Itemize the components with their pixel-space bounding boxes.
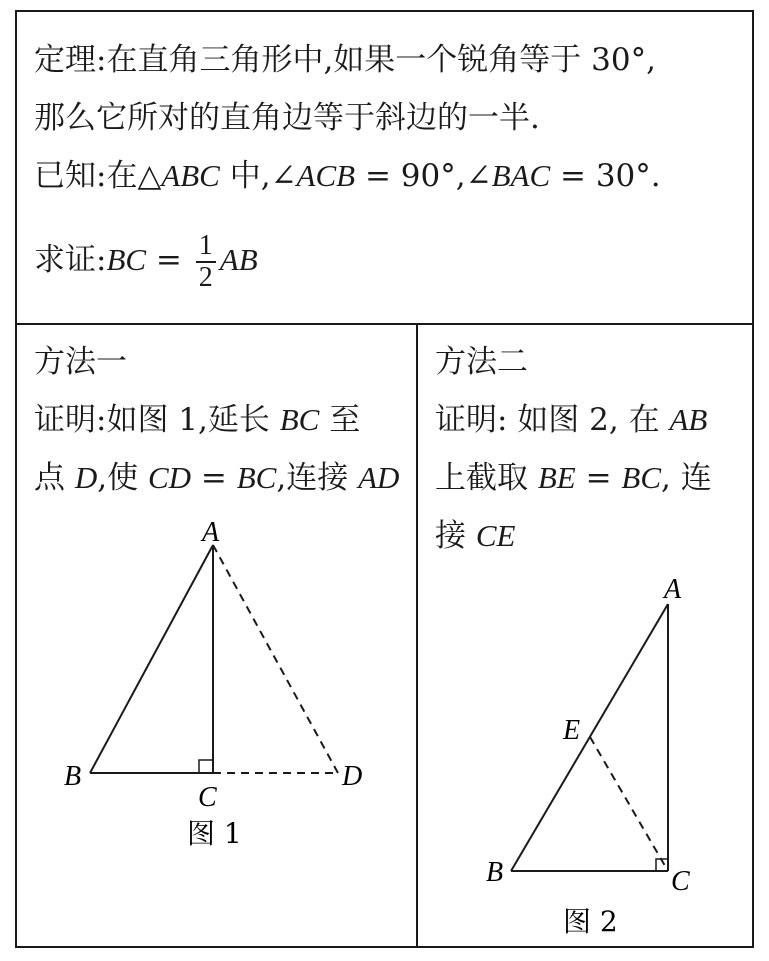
caption-fig1: 图 1 [187,817,242,850]
method1-var-d: D [74,460,98,495]
method1-text-6: ,连接 [276,460,359,496]
given-triangle: ABC [161,158,220,193]
method2-var-bc: BC [621,460,662,495]
theorem-text-2: 那么它所对的直角边等于斜边的一半. [34,100,540,136]
method2-var-be: BE [537,460,576,495]
label-b-fig1: B [64,761,82,792]
given-label: 已知: [34,158,107,194]
label-a-fig2: A [664,574,682,605]
given-text-4: = 30°. [550,158,661,194]
prove-label: 求证: [34,242,107,278]
method1-text-4: ,使 [97,460,148,496]
method2-title: 方法二 [435,344,528,380]
segment-ce-dashed [590,737,668,871]
given-text-1: 在△ [106,158,162,194]
label-b-fig2: B [486,857,504,888]
method1-text-5: = [191,460,237,496]
given-text-2: 中,∠ [219,158,297,194]
method1-var-cd: CD [147,460,192,495]
method2-text-2: 上截取 [435,460,538,496]
label-a-fig1: A [202,517,220,548]
method2-text-1: 证明: 如图 2, 在 [435,402,670,438]
prove-eq: = [146,242,192,278]
method1-text-1: 证明:如图 1,延长 [34,402,280,438]
label-c-fig1: C [198,782,217,813]
method1-text-2: 至 [319,402,361,438]
prove-rhs: AB [219,242,258,277]
given-angle-1: ACB [296,158,356,193]
method2-var-ce: CE [475,518,516,553]
method1-var-bc2: BC [236,460,277,495]
fraction-numerator: 1 [196,231,216,263]
method1-var-ad: AD [358,460,400,495]
caption-fig2: 图 2 [563,905,618,938]
method2-var-ab: AB [669,402,708,437]
fraction-denominator: 2 [198,261,213,293]
method1-title: 方法一 [34,344,127,380]
label-d-fig1: D [342,761,363,792]
label-e-fig2: E [563,715,581,746]
method1-var-bc: BC [279,402,320,437]
method2-text-4: , 连 [661,460,712,496]
prove-lhs: BC [106,242,147,277]
method1-text-3: 点 [34,460,75,496]
theorem-label: 定理: [34,42,107,78]
given-angle-2: BAC [491,158,551,193]
method2-text-3: = [575,460,622,496]
method2-text-5: 接 [435,518,476,554]
label-c-fig2: C [671,866,690,897]
theorem-text-1: 在直角三角形中,如果一个锐角等于 30°, [106,42,656,78]
given-text-3: = 90°,∠ [355,158,492,194]
